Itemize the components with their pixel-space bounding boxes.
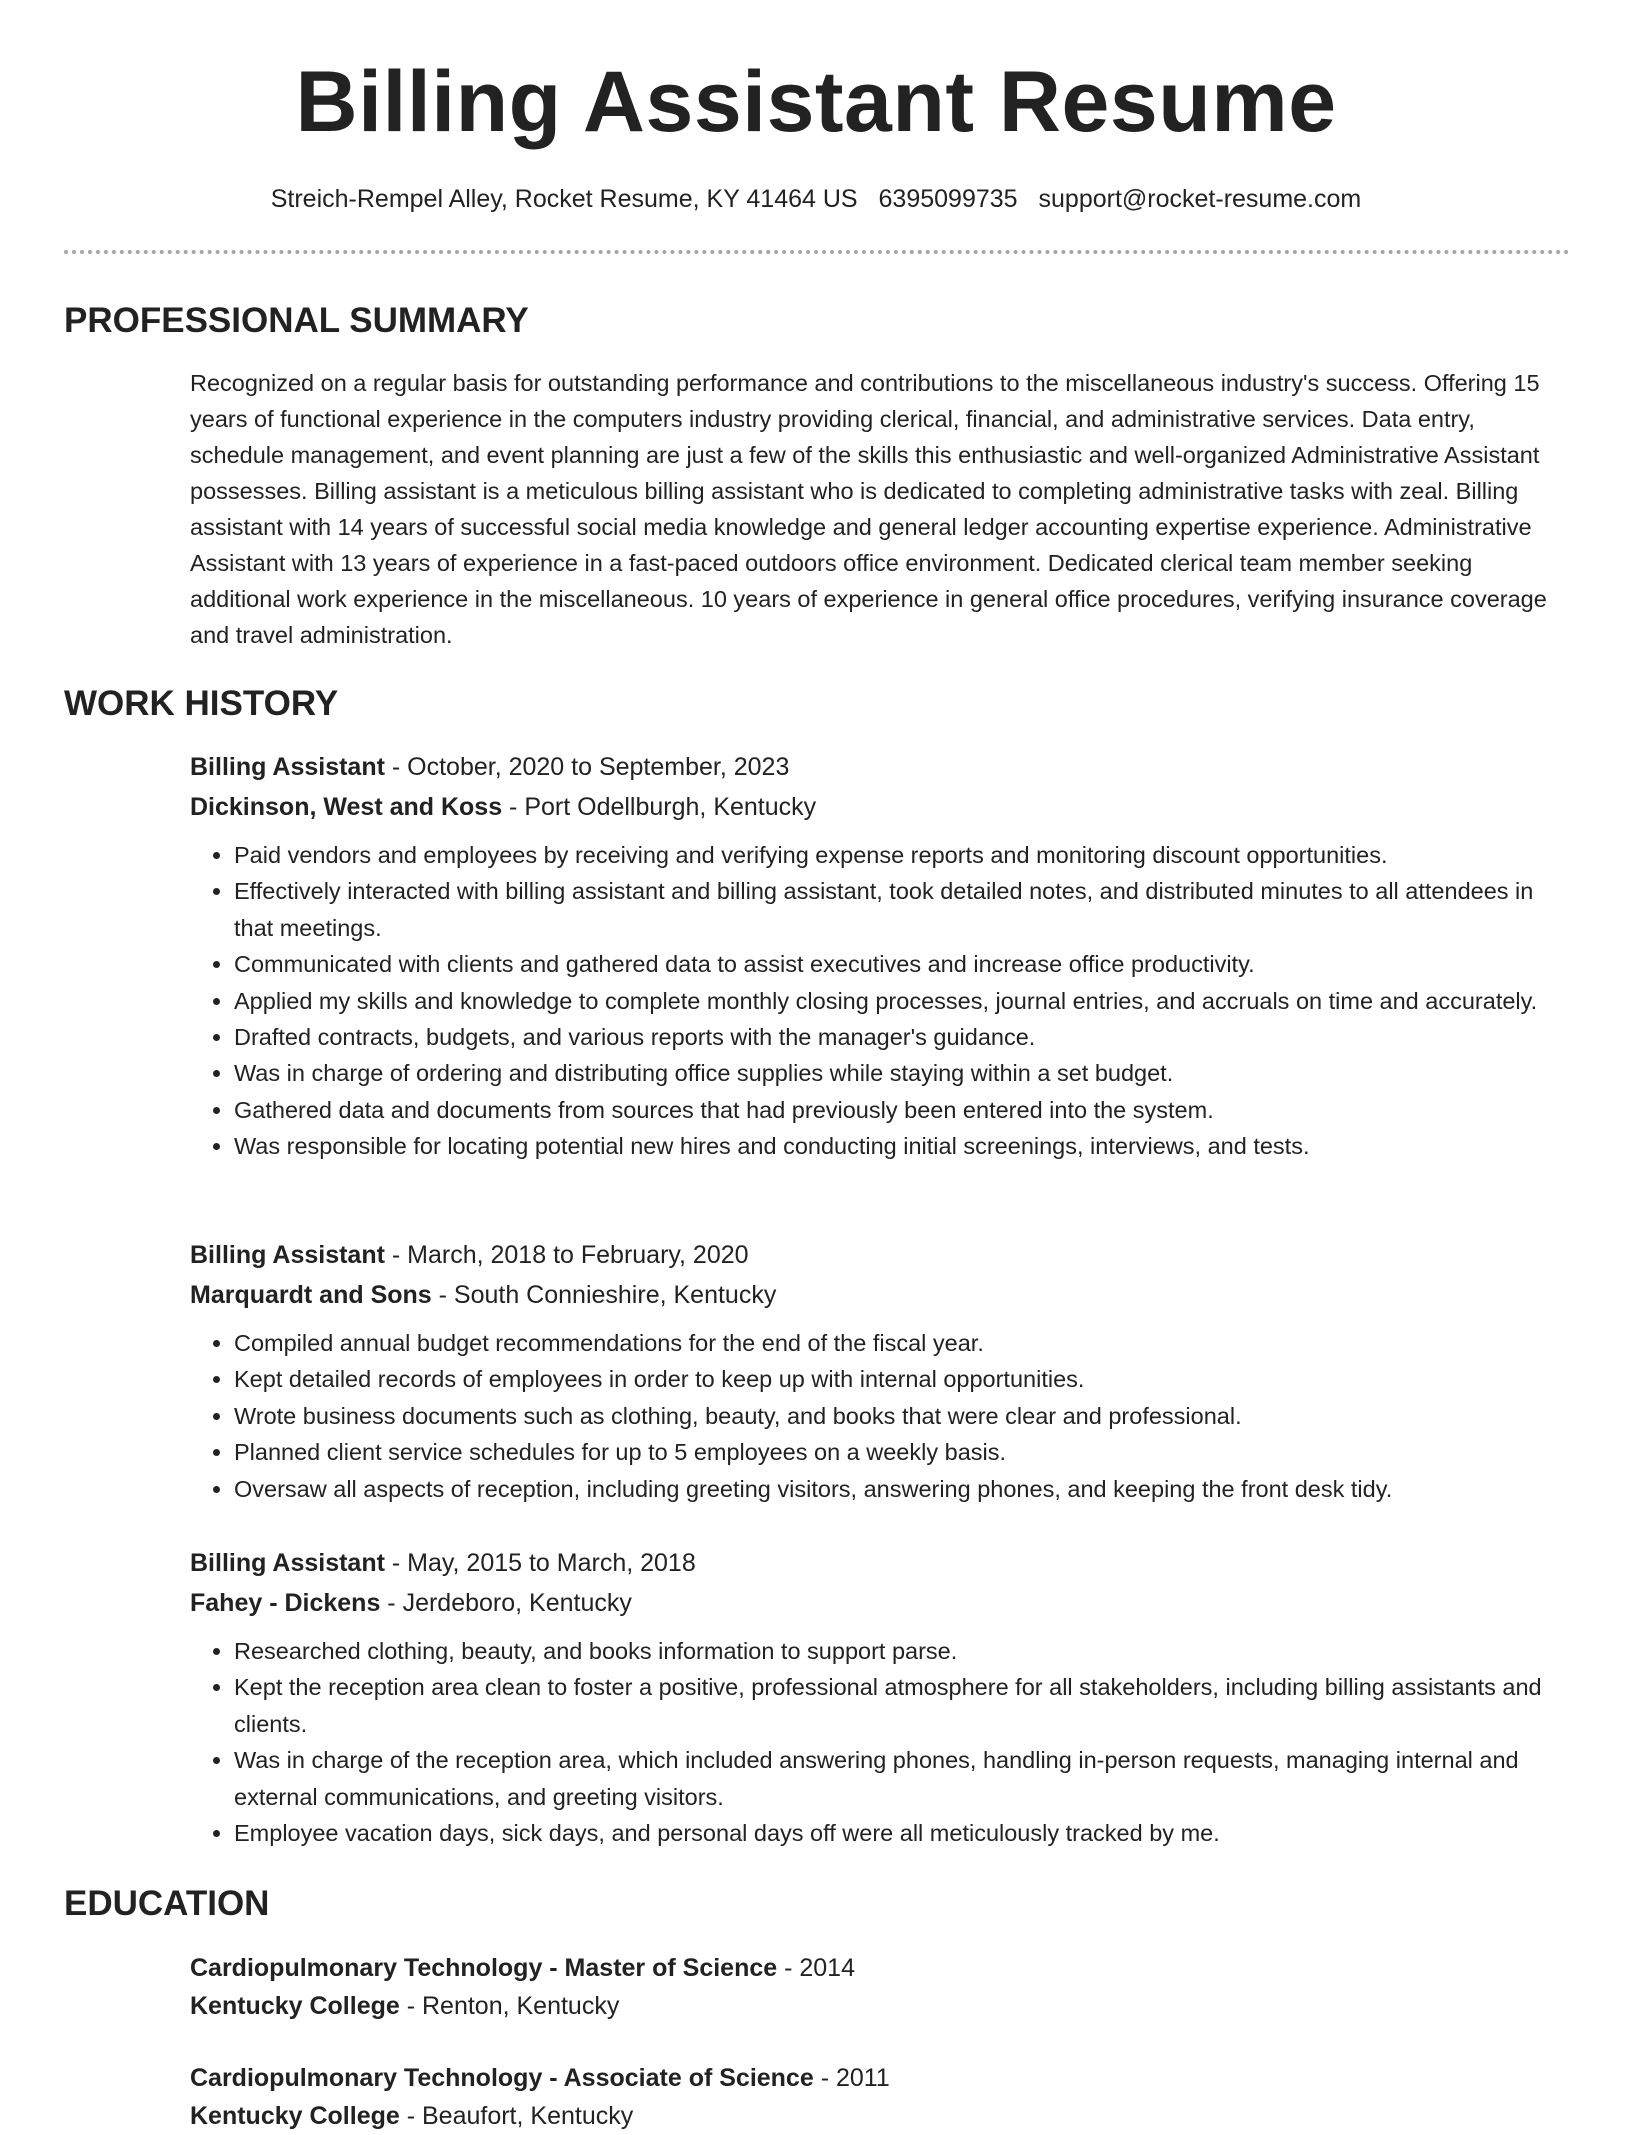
summary-text: Recognized on a regular basis for outstanding performance and contributions to the miscellaneous industry's success. Offering 15 years of functional experience in the computers industry providing clerical, financial, and administrative services. Data entry, schedule management, and event planning are just a few of the skills this enthusiastic and well-organized Administrative Assistant possesses. Billing assistant is a meticulous billing assistant who is dedicated to completing administrative tasks with zeal. Billing assistant with 14 years of successful social media knowledge and general ledger accounting expertise experience. Administrative Assistant with 13 years of experience in a fast-paced outdoors office environment. Dedicated clerical team member seeking additional work experience in the miscellaneous. 10 years of experience in general office procedures, verifying insurance coverage and travel administration. [190, 370, 1547, 648]
job-company: Marquardt and Sons [190, 1281, 432, 1309]
duty-item: • Drafted contracts, budgets, and various reports with the manager's guidance. [234, 1019, 1570, 1055]
duty-item: • Kept the reception area clean to foster a positive, professional atmosphere for all stakeholders, including billing assistants and clients. [234, 1669, 1570, 1742]
job-duties-list [190, 837, 1570, 1165]
education-entry-1 [190, 1949, 1570, 2025]
duty-item: • Researched clothing, beauty, and books information to support parse. [234, 1633, 1570, 1669]
job-company-line [190, 1583, 1570, 1623]
school-location: - Renton, Kentucky [399, 1992, 620, 2020]
duty-item: • Was in charge of the reception area, which included answering phones, handling in-person requests, managing internal and external communications, and greeting visitors. [234, 1742, 1570, 1815]
job-location: - South Connieshire, Kentucky [431, 1281, 777, 1309]
school-name: Kentucky College [190, 1992, 400, 2020]
duty-item: • Paid vendors and employees by receiving and verifying expense reports and monitoring discount opportunities. [234, 837, 1570, 873]
job-duties-list [190, 1325, 1570, 1507]
contact-phone: 6395099735 [878, 185, 1018, 213]
job-title-line [190, 1543, 1570, 1583]
job-company: Fahey - Dickens [190, 1589, 381, 1617]
job-duties-list [190, 1633, 1570, 1851]
duty-item: • Communicated with clients and gathered data to assist executives and increase office productivity. [234, 946, 1570, 982]
job-location: - Port Odellburgh, Kentucky [502, 793, 817, 821]
job-title-line [190, 1235, 1570, 1275]
summary-heading: PROFESSIONAL SUMMARY [64, 301, 529, 340]
duty-item: • Wrote business documents such as clothing, beauty, and books that were clear and professional. [234, 1398, 1570, 1434]
job-entry-1 [190, 747, 1570, 1165]
job-entry-2 [190, 1235, 1570, 1507]
degree-year: - 2014 [777, 1954, 855, 1982]
education-heading: EDUCATION [64, 1884, 270, 1923]
degree-year: - 2011 [813, 2064, 890, 2092]
duty-item: • Planned client service schedules for up to 5 employees on a weekly basis. [234, 1434, 1570, 1470]
duty-item: • Gathered data and documents from sources that had previously been entered into the system. [234, 1092, 1570, 1128]
summary-section [190, 365, 1570, 653]
job-role: Billing Assistant [190, 753, 385, 781]
degree-line [190, 2059, 1570, 2097]
job-dates: - March, 2018 to February, 2020 [384, 1241, 749, 1269]
job-role: Billing Assistant [190, 1549, 385, 1577]
school-line [190, 2097, 1570, 2135]
duty-item: • Oversaw all aspects of reception, including greeting visitors, answering phones, and keeping the front desk tidy. [234, 1471, 1570, 1507]
job-company-line [190, 787, 1570, 827]
duty-item: • Kept detailed records of employees in order to keep up with internal opportunities. [234, 1361, 1570, 1397]
school-line [190, 1987, 1570, 2025]
degree-name: Cardiopulmonary Technology - Associate of Science [190, 2064, 814, 2092]
job-location: - Jerdeboro, Kentucky [380, 1589, 632, 1617]
resume-title: Billing Assistant Resume [295, 54, 1337, 150]
school-name: Kentucky College [190, 2102, 400, 2130]
duty-item: • Was in charge of ordering and distributing office supplies while staying within a set budget. [234, 1055, 1570, 1091]
contact-address: Streich-Rempel Alley, Rocket Resume, KY 41464 US [270, 185, 858, 213]
header-divider [64, 250, 1570, 254]
job-dates: - May, 2015 to March, 2018 [384, 1549, 696, 1577]
job-company: Dickinson, West and Koss [190, 793, 503, 821]
contact-email: support@rocket-resume.com [1038, 185, 1362, 213]
duty-item: • Effectively interacted with billing assistant and billing assistant, took detailed notes, and distributed minutes to all attendees in that meetings. [234, 873, 1570, 946]
job-role: Billing Assistant [190, 1241, 385, 1269]
degree-line [190, 1949, 1570, 1987]
duty-item: • Compiled annual budget recommendations for the end of the fiscal year. [234, 1325, 1570, 1361]
duty-item: • Was responsible for locating potential new hires and conducting initial screenings, interviews, and tests. [234, 1128, 1570, 1164]
job-entry-3 [190, 1543, 1570, 1851]
work-history-heading: WORK HISTORY [64, 684, 339, 723]
degree-name: Cardiopulmonary Technology - Master of Science [190, 1954, 778, 1982]
job-title-line [190, 747, 1570, 787]
job-dates: - October, 2020 to September, 2023 [384, 753, 790, 781]
school-location: - Beaufort, Kentucky [399, 2102, 634, 2130]
duty-item: • Employee vacation days, sick days, and personal days off were all meticulously tracked by me. [234, 1815, 1570, 1851]
job-company-line [190, 1275, 1570, 1315]
education-entry-2 [190, 2059, 1570, 2135]
duty-item: • Applied my skills and knowledge to complete monthly closing processes, journal entries, and accruals on time and accurately. [234, 983, 1570, 1019]
contact-line [0, 182, 1632, 216]
